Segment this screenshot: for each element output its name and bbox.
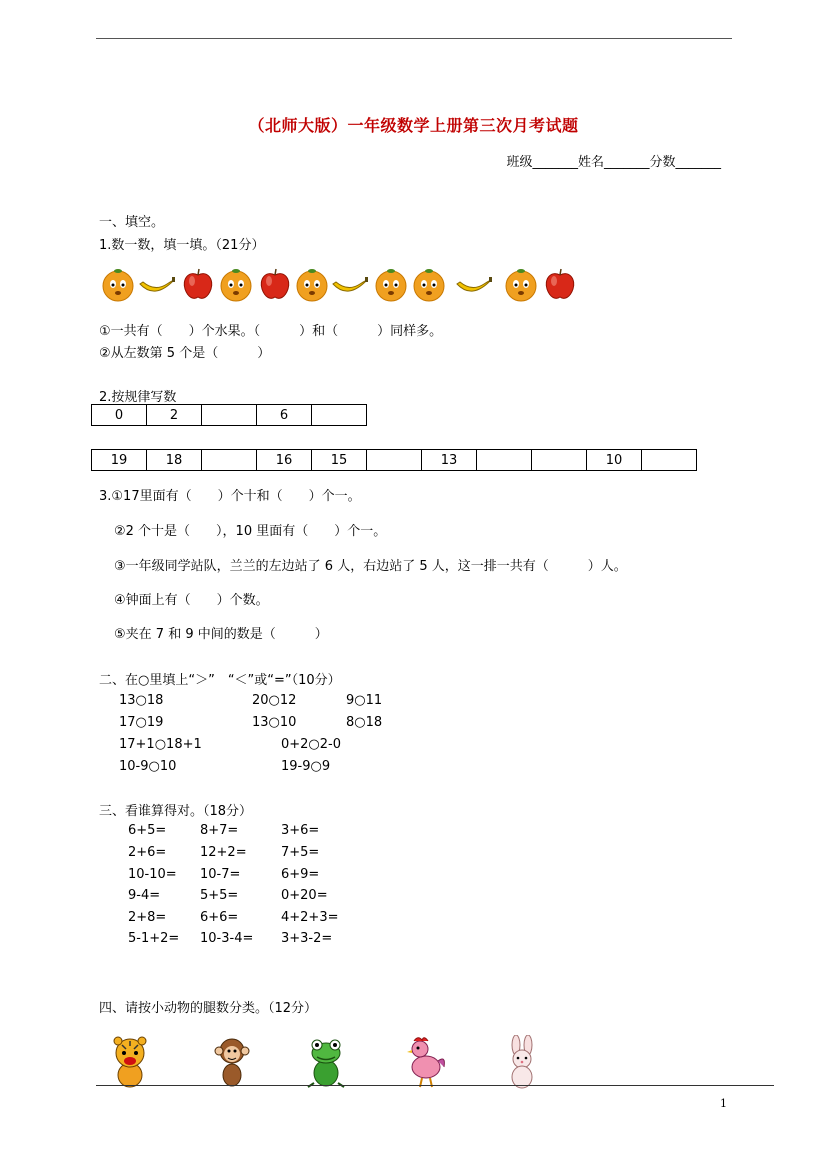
banana-icon: [137, 266, 177, 302]
sequence-cell: 19: [92, 450, 147, 471]
compare-item: 13○10: [252, 715, 297, 730]
q1-title: 1.数一数，填一填。（21分）: [99, 238, 265, 253]
sequence-table-2: [91, 449, 697, 471]
apple-icon: [542, 266, 578, 302]
calc-item: 9-4=: [128, 888, 161, 903]
orange-icon: [411, 266, 447, 302]
calc-item: 5-1+2=: [128, 931, 180, 946]
apple-icon: [180, 266, 216, 302]
banana-icon: [454, 266, 494, 302]
compare-item: 13○18: [119, 693, 164, 708]
calc-item: 8+7=: [200, 823, 239, 838]
page-number: 1: [720, 1097, 727, 1110]
tiger-icon: [108, 1035, 152, 1089]
sequence-cell: 18: [147, 450, 202, 471]
q2-title: 2.按规律写数: [99, 390, 177, 405]
sequence-cell: 15: [312, 450, 367, 471]
calc-item: 6+5=: [128, 823, 167, 838]
sequence-cell: 2: [147, 405, 202, 426]
monkey-icon: [210, 1035, 254, 1089]
q1-line-2: ②从左数第 5 个是（ ）: [99, 346, 271, 361]
student-info-line: 班级_______姓名_______分数_______: [506, 155, 721, 170]
sequence-cell[interactable]: [312, 405, 367, 426]
section-1-heading: 一、填空。: [99, 215, 165, 230]
sequence-cell: 16: [257, 450, 312, 471]
calc-item: 3+3-2=: [281, 931, 333, 946]
compare-item: 8○18: [346, 715, 383, 730]
orange-icon: [100, 266, 136, 302]
calc-item: 12+2=: [200, 845, 247, 860]
q3-line-1: 3.①17里面有（ ）个十和（ ）个一。: [99, 489, 361, 504]
orange-icon: [373, 266, 409, 302]
calc-item: 7+5=: [281, 845, 320, 860]
calc-item: 4+2+3=: [281, 910, 339, 925]
compare-item: 20○12: [252, 693, 297, 708]
footer-rule: [96, 1085, 774, 1086]
sequence-table-1: [91, 404, 367, 426]
calc-item: 5+5=: [200, 888, 239, 903]
calc-item: 0+20=: [281, 888, 328, 903]
sequence-cell: 10: [587, 450, 642, 471]
sequence-cell[interactable]: [202, 450, 257, 471]
section-3-heading: 三、看谁算得对。（18分）: [99, 804, 253, 819]
header-rule: [96, 38, 732, 39]
sequence-cell[interactable]: [202, 405, 257, 426]
rabbit-icon: [500, 1035, 544, 1089]
sequence-cell[interactable]: [477, 450, 532, 471]
rooster-icon: [404, 1035, 448, 1089]
calc-item: 2+6=: [128, 845, 167, 860]
orange-icon: [218, 266, 254, 302]
q3-line-5: ⑤夹在 7 和 9 中间的数是（ ）: [114, 627, 328, 642]
q3-line-3: ③一年级同学站队，兰兰的左边站了 6 人，右边站了 5 人，这一排一共有（ ）人。: [114, 559, 627, 574]
section-4-heading: 四、请按小动物的腿数分类。（12分）: [99, 1001, 318, 1016]
calc-item: 6+6=: [200, 910, 239, 925]
orange-icon: [503, 266, 539, 302]
sequence-cell[interactable]: [367, 450, 422, 471]
sequence-cell[interactable]: [532, 450, 587, 471]
calc-item: 10-3-4=: [200, 931, 254, 946]
sequence-cell: 0: [92, 405, 147, 426]
section-2-heading: 二、在○里填上“＞” “＜”或“=”（10分）: [99, 673, 341, 688]
q3-line-2: ②2 个十是（ ），10 里面有（ ）个一。: [114, 524, 387, 539]
orange-icon: [294, 266, 330, 302]
calc-item: 6+9=: [281, 867, 320, 882]
q3-line-4: ④钟面上有（ ）个数。: [114, 593, 269, 608]
apple-icon: [257, 266, 293, 302]
compare-item: 19-9○9: [281, 759, 331, 774]
frog-icon: [304, 1035, 348, 1089]
calc-item: 3+6=: [281, 823, 320, 838]
q1-line-1: ①一共有（ ）个水果。（ ）和（ ）同样多。: [99, 324, 443, 339]
calc-item: 10-7=: [200, 867, 241, 882]
compare-item: 17+1○18+1: [119, 737, 202, 752]
compare-item: 10-9○10: [119, 759, 177, 774]
compare-item: 0+2○2-0: [281, 737, 342, 752]
calc-item: 2+8=: [128, 910, 167, 925]
sequence-cell: 6: [257, 405, 312, 426]
page-title: （北师大版）一年级数学上册第三次月考试题: [248, 116, 579, 135]
compare-item: 9○11: [346, 693, 383, 708]
calc-item: 10-10=: [128, 867, 177, 882]
sequence-cell[interactable]: [642, 450, 697, 471]
sequence-cell: 13: [422, 450, 477, 471]
compare-item: 17○19: [119, 715, 164, 730]
banana-icon: [330, 266, 370, 302]
